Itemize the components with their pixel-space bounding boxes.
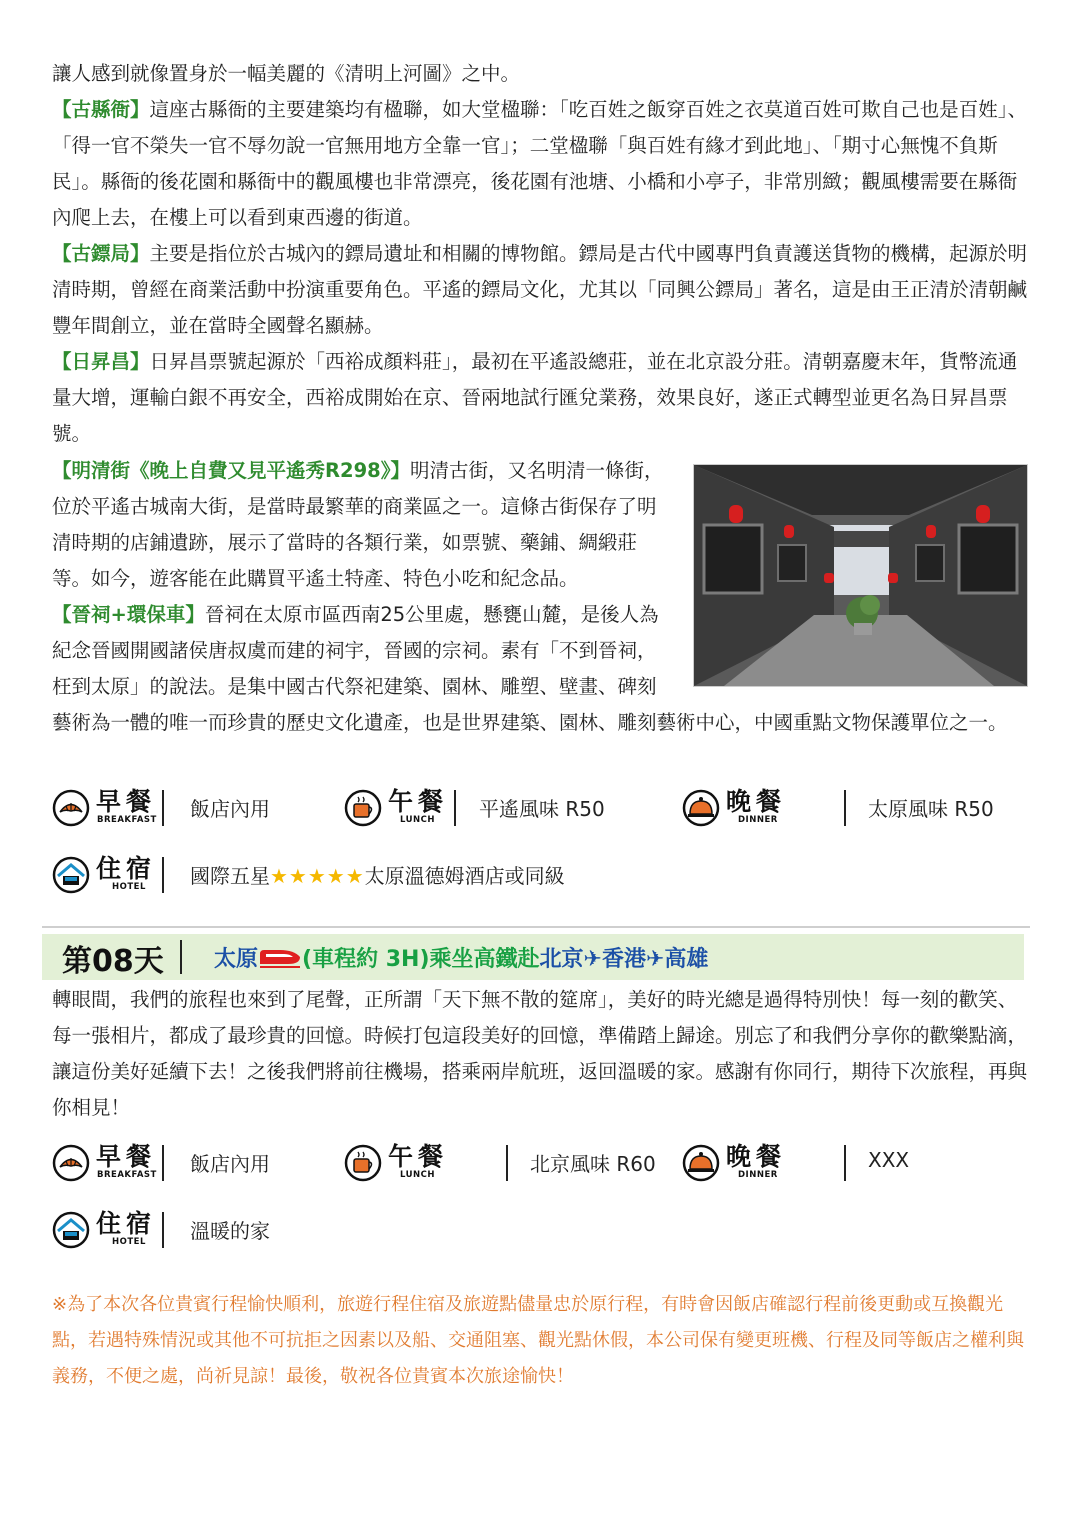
dinner-value: 太原風味 R50	[868, 797, 994, 821]
hotel-prefix: 國際五星	[190, 864, 270, 888]
day8-header	[42, 934, 1024, 980]
intro-paragraph: 讓人感到就像置身於一幅美麗的《清明上河圖》之中。	[52, 62, 521, 85]
breakfast-label: 早餐	[96, 787, 157, 816]
route-transport: (車程約 3H)乘坐高鐵赴	[302, 947, 540, 972]
meal-divider	[454, 790, 456, 826]
meal-divider	[162, 790, 164, 826]
plane-icon: ✈	[645, 947, 665, 972]
meal-divider	[162, 1145, 164, 1181]
hotel-label: 住宿	[96, 854, 157, 883]
section-divider	[42, 926, 1030, 928]
lunch-label-en: LUNCH	[400, 815, 435, 825]
dinner-label: 晚餐	[726, 787, 787, 816]
hotel-name: 太原溫德姆酒店或同級	[364, 864, 565, 888]
breakfast-value: 飯店內用	[190, 1152, 270, 1176]
dinner-label-en: DINNER	[738, 1170, 778, 1180]
lunch-value: 北京風味 R60	[530, 1152, 656, 1176]
high-speed-train-icon	[258, 946, 302, 970]
day-title: 第08天	[62, 944, 164, 979]
route-line	[214, 942, 708, 973]
cloche-icon	[682, 789, 720, 827]
hotel-value	[190, 860, 565, 889]
coffee-cup-icon	[344, 1144, 382, 1182]
cloche-icon	[682, 1144, 720, 1182]
plane-icon: ✈	[583, 947, 602, 972]
route-city: 太原	[214, 947, 259, 972]
dinner-label-en: DINNER	[738, 815, 778, 825]
day8-hotel-row	[52, 1206, 1032, 1256]
house-icon	[52, 856, 90, 894]
hotel-value: 溫暖的家	[190, 1219, 270, 1243]
day7-meals-row	[52, 784, 1032, 834]
hotel-label-en: HOTEL	[112, 882, 146, 892]
section-text: 明清古街，又名明清一條街，位於平遙古城南大街，是當時最繁華的商業區之一。這條古街保存了明清時期的店鋪遺跡，展示了當時的各類行業，如票號、藥鋪、綢緞莊等。如今，遊客能在此購買平遙土特產、特色小吃和紀念品。	[52, 459, 664, 590]
street-photo-illustration	[694, 465, 1027, 686]
section-escort-agency	[52, 236, 1028, 344]
meal-divider	[844, 1145, 846, 1181]
croissant-icon	[52, 789, 90, 827]
house-icon	[52, 1211, 90, 1249]
day-divider	[180, 940, 182, 974]
section-keyword: 【古鏢局】	[52, 242, 150, 265]
dinner-label: 晚餐	[726, 1142, 787, 1171]
lunch-label-en: LUNCH	[400, 1170, 435, 1180]
breakfast-label-en: BREAKFAST	[97, 1170, 157, 1180]
hotel-label: 住宿	[96, 1209, 157, 1238]
coffee-cup-icon	[344, 789, 382, 827]
day7-hotel-row	[52, 851, 1032, 901]
section-county-yamen	[52, 92, 1028, 236]
section-text: 主要是指位於古城內的鏢局遺址和相關的博物館。鏢局是古代中國專門負責護送貨物的機構，起源於明清時期，曾經在商業活動中扮演重要角色。平遙的鏢局文化，尤其以「同興公鏢局」著名，這是由王正清於清朝鹹豐年間創立，並在當時全國聲名顯赫。	[52, 242, 1028, 337]
route-city: 北京	[539, 947, 584, 972]
section-keyword: 【日昇昌】	[52, 350, 150, 373]
lunch-label: 午餐	[388, 1142, 449, 1171]
meal-divider	[506, 1145, 508, 1181]
section-keyword: 【明清街《晚上自費又見平遙秀R298》】	[52, 459, 410, 482]
route-city: 香港	[601, 947, 646, 972]
lunch-label: 午餐	[388, 787, 449, 816]
croissant-icon	[52, 1144, 90, 1182]
hotel-label-en: HOTEL	[112, 1237, 146, 1247]
travel-notice: ※為了本次各位貴賓行程愉快順利，旅遊行程住宿及旅遊點儘量忠於原行程，有時會因飯店確認行程前後更動或互換觀光點，若遇特殊情況或其他不可抗拒之因素以及船、交通阻塞、觀光點休假，本公司保有變更班機、行程及同等飯店之權利與義務，不便之處，尚祈見諒！最後，敬祝各位貴賓本次旅途愉快！	[52, 1294, 1024, 1387]
breakfast-value: 飯店內用	[190, 797, 270, 821]
route-city: 高雄	[664, 947, 709, 972]
dinner-value: XXX	[868, 1148, 910, 1172]
breakfast-label: 早餐	[96, 1142, 157, 1171]
section-keyword: 【古縣衙】	[52, 98, 150, 121]
section-text: 晉祠在太原市區西南25公里處，懸甕山麓，是後人為紀念晉國開國諸侯唐叔虞而建的祠宇，晉國的宗祠。素有「不到晉祠，枉到太原」的說法。是集中國古代祭祀建築、園林、雕塑、壁畫、碑刻藝術為一體的唯一而珍貴的歷史文化遺產，也是世界建築、園林、雕刻藝術中心，中國重點文物保護單位之一。	[52, 603, 1008, 734]
meal-divider	[162, 857, 164, 893]
star-rating-icon: ★★★★★	[270, 864, 365, 888]
day8-meals-row	[52, 1139, 1032, 1189]
section-keyword: 【晉祠+環保車】	[52, 603, 205, 626]
wrapped-sections	[52, 453, 1028, 741]
section-text: 這座古縣衙的主要建築均有楹聯，如大堂楹聯：「吃百姓之飯穿百姓之衣莫道百姓可欺自己也是百姓」、「得一官不榮失一官不辱勿說一官無用地方全靠一官」；二堂楹聯「與百姓有緣才到此地」、「期寸心無愧不負斯民」。縣衙的後花園和縣衙中的觀風樓也非常漂亮，後花園有池塘、小橋和小亭子，非常別緻；觀風樓需要在縣衙內爬上去，在樓上可以看到東西邊的街道。	[52, 98, 1028, 229]
ming-qing-street-photo	[693, 464, 1028, 687]
section-rishengchang	[52, 344, 1028, 452]
meal-divider	[844, 790, 846, 826]
day8-description: 轉眼間，我們的旅程也來到了尾聲，正所謂「天下無不散的筵席」，美好的時光總是過得特別快！每一刻的歡笑、每一張相片，都成了最珍貴的回憶。時候打包這段美好的回憶，準備踏上歸途。別忘了和我們分享你的歡樂點滴，讓這份美好延續下去！之後我們將前往機場，搭乘兩岸航班，返回溫暖的家。感謝有你同行，期待下次旅程，再與你相見！	[52, 988, 1028, 1119]
section-text: 日昇昌票號起源於「西裕成顏料莊」，最初在平遙設總莊，並在北京設分莊。清朝嘉慶末年，貨幣流通量大增，運輸白銀不再安全，西裕成開始在京、晉兩地試行匯兌業務，效果良好，遂正式轉型並更名為日昇昌票號。	[52, 350, 1018, 445]
breakfast-label-en: BREAKFAST	[97, 815, 157, 825]
lunch-value: 平遙風味 R50	[479, 797, 605, 821]
meal-divider	[162, 1212, 164, 1248]
